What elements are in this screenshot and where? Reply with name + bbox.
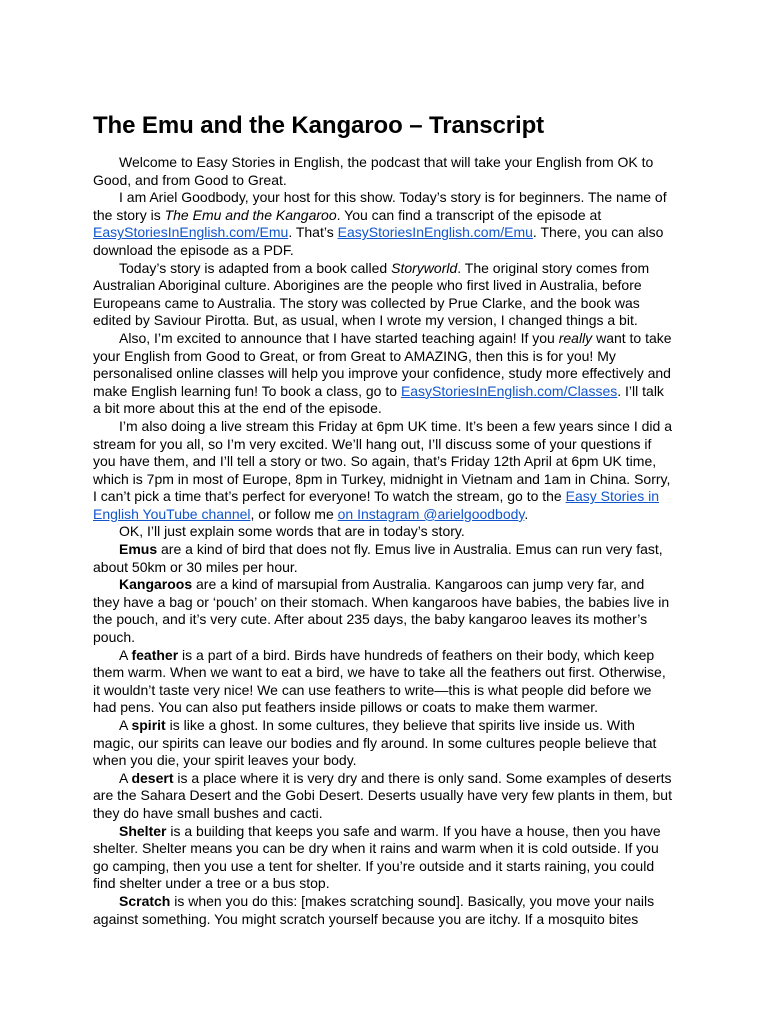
paragraph bbox=[93, 823, 673, 893]
link[interactable]: EasyStoriesInEnglish.com/Classes bbox=[400, 382, 618, 399]
text-run: . There, you can also download the episode as a PDF. bbox=[93, 224, 664, 258]
text-run: A bbox=[119, 769, 132, 786]
paragraph bbox=[93, 717, 673, 770]
text-run: is a part of a bird. Birds have hundreds of feathers on their body, which keep them warm. When we want to eat a bird, we have to take all the feathers out first. Otherwise, it wouldn’t taste very nice! We can use feathers to write—this is what people did before we had pens. You can also put feathers inside pillows or coats to make them warmer. bbox=[93, 646, 666, 716]
paragraph bbox=[93, 189, 673, 259]
paragraph bbox=[93, 154, 673, 189]
paragraph bbox=[93, 260, 673, 330]
document-page bbox=[93, 112, 673, 928]
paragraph bbox=[93, 576, 673, 646]
text-run: A bbox=[119, 717, 132, 733]
paragraph bbox=[93, 523, 673, 541]
text-run: . bbox=[524, 505, 529, 522]
text-run: is when you do this: [makes scratching sound]. Basically, you move your nails against something. You might scratch yourself because you are itchy. If a mosquito bites bbox=[93, 892, 655, 927]
link[interactable]: on Instagram @arielgoodbody bbox=[337, 505, 525, 522]
text-run: A bbox=[119, 646, 132, 663]
text-run: is like a ghost. In some cultures, they believe that spirits live inside us. With magic, our spirits can leave our bodies and fly around. In some cultures people believe that when you die, your spirit leaves your body. bbox=[93, 717, 657, 769]
link[interactable]: EasyStoriesInEnglish.com/Emu bbox=[337, 224, 533, 241]
text-run: Also, I’m excited to announce that I have started teaching again! If you bbox=[119, 329, 559, 346]
paragraph bbox=[93, 893, 673, 928]
paragraph bbox=[93, 770, 673, 823]
term-bold: Kangaroos bbox=[119, 576, 193, 593]
italic-text: The Emu and the Kangaroo bbox=[164, 206, 337, 223]
text-run: is a place where it is very dry and there is only sand. Some examples of deserts are the Sahara Desert and the Gobi Desert. Deserts usually have very few plants in them, but they do have small bushes and cacti. bbox=[93, 769, 672, 821]
italic-text: really bbox=[558, 329, 593, 346]
text-run: . You can find a transcript of the episode at bbox=[336, 206, 602, 223]
link[interactable]: Easy Stories in English YouTube channel bbox=[93, 488, 659, 522]
paragraph bbox=[93, 541, 673, 576]
text-run: I’m also doing a live stream this Friday at 6pm UK time. It’s been a few years since I did a stream for you all, so I’m very excited. We’ll hang out, I’ll discuss some of your questions if you have them, and I’ll tell a story or two. So again, that’s Friday 12th April at 6pm UK time, which is 7pm in most of Europe, 8pm in Turkey, midnight in Vietnam and 1am in China. Sorry, I can’t pick a time that’s perfect for everyone! To watch the stream, go to the bbox=[93, 417, 672, 505]
term-bold: Emus bbox=[119, 541, 158, 558]
term-bold: Shelter bbox=[119, 822, 167, 839]
text-run: OK, I’ll just explain some words that are in today’s story. bbox=[119, 523, 465, 540]
paragraph bbox=[93, 418, 673, 524]
transcript-body bbox=[93, 154, 673, 928]
text-run: . The original story comes from Australian Aboriginal culture. Aborigines are the people who first lived in Australia, before Europeans came to Australia. The story was collected by Prue Clarke, and the book was edited by Saviour Pirotta. But, as usual, when I wrote my version, I changed things a bit. bbox=[93, 259, 650, 329]
paragraph bbox=[93, 647, 673, 717]
term-bold: desert bbox=[131, 769, 174, 786]
term-bold: spirit bbox=[131, 717, 166, 733]
text-run: I am Ariel Goodbody, your host for this show. Today’s story is for beginners. The name of the story is bbox=[93, 189, 667, 223]
text-run: is a building that keeps you safe and warm. If you have a house, then you have shelter. Shelter means you can be dry when it rains and warm when it is cold outside. If you go camping, then you use a tent for shelter. If you’re outside and it starts raining, you could find shelter under a tree or a bus stop. bbox=[93, 822, 661, 892]
text-run: , or follow me bbox=[250, 505, 338, 522]
italic-text: Storyworld bbox=[391, 259, 458, 276]
term-bold: feather bbox=[131, 646, 179, 663]
link[interactable]: EasyStoriesInEnglish.com/Emu bbox=[93, 224, 289, 241]
term-bold: Scratch bbox=[119, 892, 171, 909]
text-run: are a kind of bird that does not fly. Emus live in Australia. Emus can run very fast, about 50km or 30 miles per hour. bbox=[93, 541, 663, 575]
document-title: The Emu and the Kangaroo – Transcript bbox=[93, 112, 545, 139]
text-run: . I’ll talk a bit more about this at the end of the episode. bbox=[93, 382, 664, 417]
paragraph bbox=[93, 330, 673, 418]
text-run: . That’s bbox=[288, 224, 338, 241]
text-run: Welcome to Easy Stories in English, the podcast that will take your English from OK to Good, and from Good to Great. bbox=[93, 154, 654, 188]
text-run: Today’s story is adapted from a book called bbox=[119, 259, 392, 276]
text-run: want to take your English from Good to Great, or from Great to AMAZING, then this is for you! My personalised online classes will help you improve your confidence, study more effectively and make English learning fun! To book a class, go to bbox=[93, 329, 672, 399]
text-run: are a kind of marsupial from Australia. Kangaroos can jump very far, and they have a bag or ‘pouch’ on their stomach. When kangaroos have babies, the babies live in the pouch, and it’s very cute. After about 235 days, the baby kangaroo leaves its mother’s pouch. bbox=[93, 576, 670, 646]
